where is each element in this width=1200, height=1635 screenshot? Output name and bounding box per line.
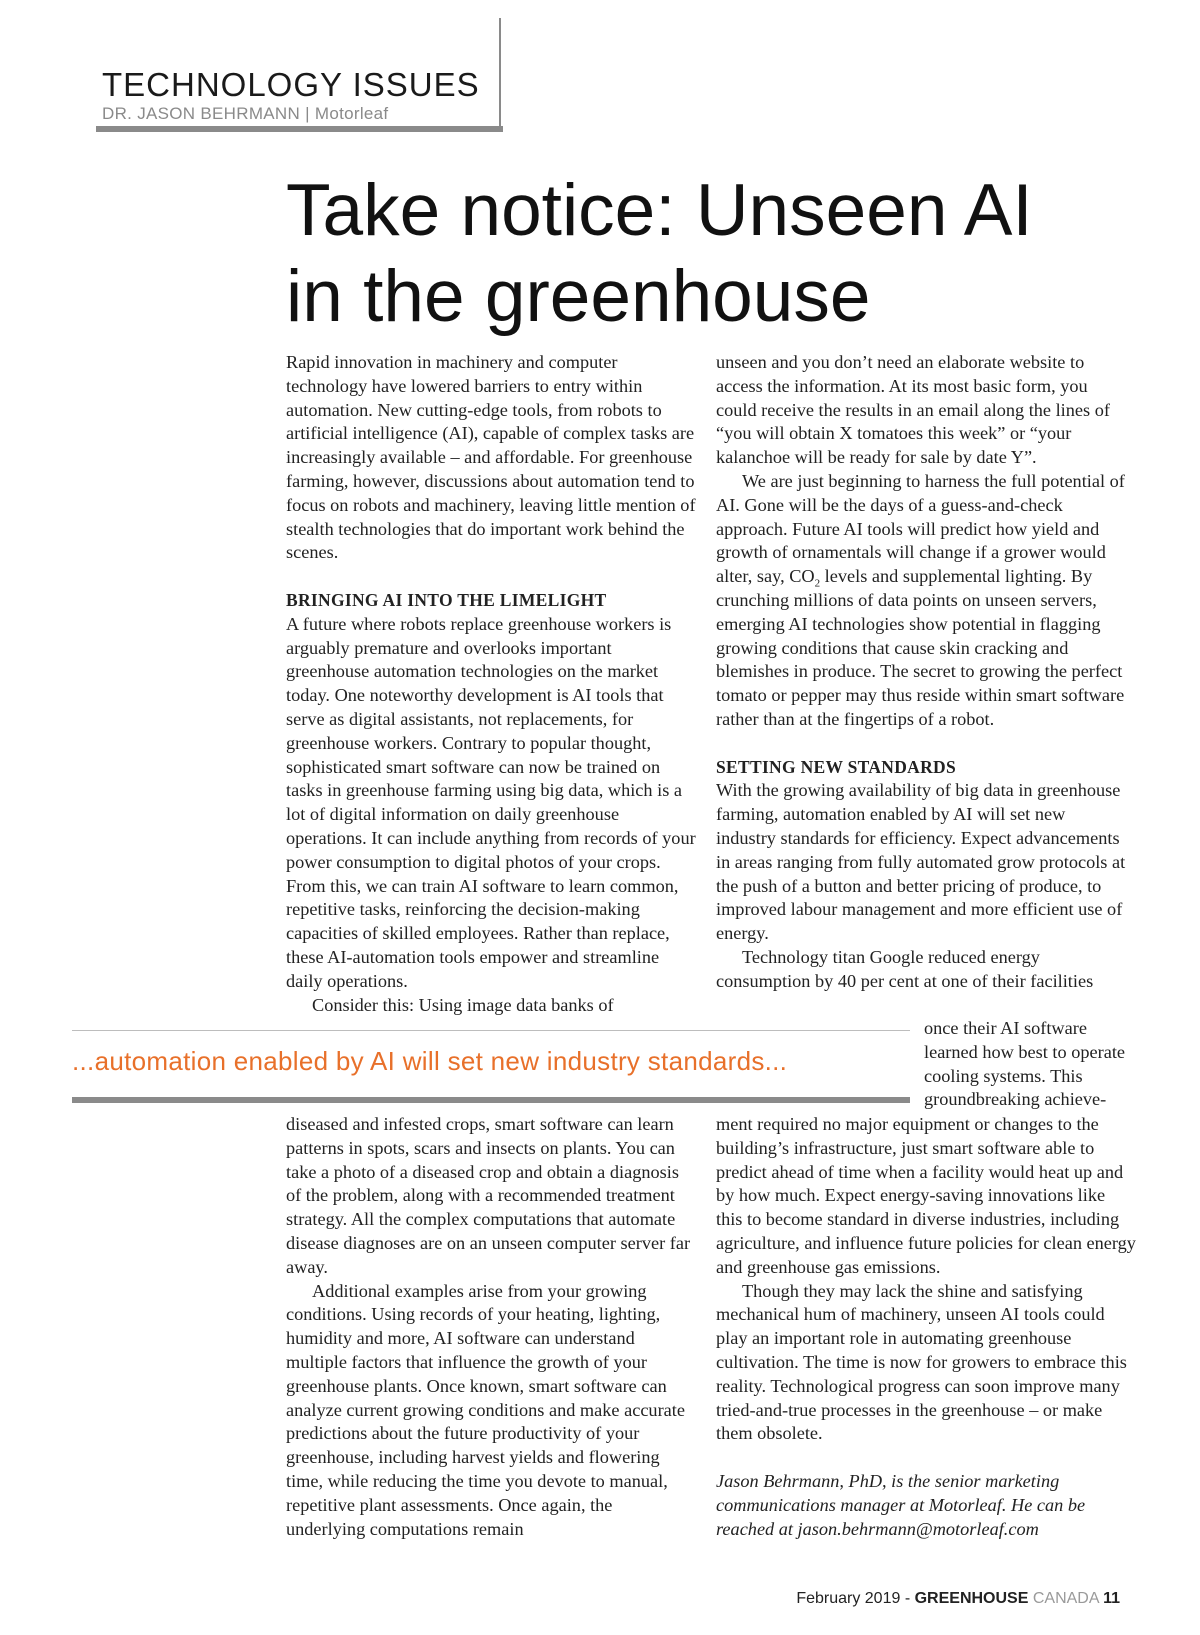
section-title: TECHNOLOGY ISSUES	[102, 66, 480, 103]
headline-line-1: Take notice: Unseen AI	[286, 170, 1033, 251]
section-header	[96, 62, 501, 130]
footer-dash: -	[900, 1590, 915, 1607]
paragraph: Additional examples arise from your growing conditions. Using records of your heating, lighting, humidity and more, AI software can understand multiple factors that influence the growth of your greenhouse plants. Once known, smart software can analyze current growing conditions and make accurate predictions about the future productivity of your greenhouse, including harvest yields and flowering time, while reducing the time you devote to manual, repetitive plant assessments. Once again, the underlying computations remain	[286, 1280, 685, 1539]
paragraph: Rapid innovation in machinery and computer technology have lowered barriers to entry within automation. New cutting-edge tools, from robots to artificial intelligence (AI), capable of complex tasks are increasingly available – and affordable. For greenhouse farming, however, discussions about automation tend to focus on robots and machinery, leaving little mention of stealth technologies that do important work behind the scenes.	[286, 352, 696, 563]
co2-subscript: 2	[814, 577, 821, 590]
paragraph-text: levels and supplemental lighting. By crunching millions of data points on unseen servers, emerging AI technologies show potential in flagging growing conditions that cause skin cracking and blemishes in produce. The secret to growing the perfect tomato or pepper may thus reside within smart software rather than at the fingertips of a robot.	[716, 566, 1125, 729]
right-column-wrap-text	[924, 1017, 1134, 1112]
header-rule	[96, 126, 503, 132]
left-column-top	[286, 351, 696, 1017]
magazine-name-light: CANADA	[1028, 1590, 1104, 1607]
right-column-bottom	[716, 1113, 1136, 1446]
byline-separator: |	[300, 104, 315, 123]
left-column-bottom	[286, 1113, 696, 1541]
subheading-limelight: BRINGING AI INTO THE LIMELIGHT	[286, 589, 607, 610]
paragraph: A future where robots replace greenhouse workers is arguably premature and overlooks important greenhouse automation technologies on the market today. One noteworthy development is AI tools that serve as digital assistants, not replacements, for greenhouse workers. Contrary to popular thought, sophisticated smart software can now be trained on tasks in greenhouse farming using big data, which is a lot of digital information on daily greenhouse operations. It can include anything from records of your power consumption to digital photos of your crops. From this, we can train AI software to learn common, repetitive tasks, reinforcing the decision-making capacities of skilled employees. Rather than replace, these AI-automation tools empower and streamline daily operations.	[286, 613, 696, 991]
paragraph: diseased and infested crops, smart software can learn patterns in spots, scars and insects on plants. You can take a photo of a diseased crop and obtain a diagnosis of the problem, along with a recommended treatment strategy. All the complex computations that automate disease diagnoses are on an unseen computer server far away.	[286, 1114, 691, 1277]
pull-quote: ...automation enabled by AI will set new industry standards...	[72, 1046, 788, 1076]
byline-company: Motorleaf	[314, 104, 389, 123]
paragraph-text: We are just beginning to harness the full potential of AI. Gone will be the days of a guess-and-check approach. Future AI tools will predict how yield and growth of ornamentals will change if a grower would alter, say, CO	[716, 470, 1125, 587]
paragraph: unseen and you don’t need an elaborate website to access the information. At its most basic form, you could receive the results in an email along the lines of “you will obtain X tomatoes this week” or “your kalanchoe will be ready for sale by date Y”.	[716, 352, 1110, 468]
paragraph: ment required no major equipment or changes to the building’s infrastructure, just smart software able to predict ahead of time when a facility would heat up and by how much. Expect energy-saving innovations like this to become standard in diverse industries, including agriculture, and influence future policies for clean energy and greenhouse gas emissions.	[716, 1114, 1136, 1277]
paragraph: Though they may lack the shine and satisfying mechanical hum of machinery, unseen AI tools could play an important role in automating greenhouse cultivation. The time is now for growers to embrace this reality. Technological progress can soon improve many tried-and-true processes in the greenhouse – or make them obsolete.	[716, 1280, 1127, 1444]
magazine-name-strong: GREENHOUSE	[914, 1590, 1029, 1607]
byline-author: DR. JASON BEHRMANN	[102, 104, 301, 123]
paragraph: Consider this: Using image data banks of	[312, 994, 614, 1015]
paragraph	[716, 470, 1126, 732]
headline	[286, 168, 1146, 340]
author-bio: Jason Behrmann, PhD, is the senior marketing communications manager at Motorleaf. He can be reached at jason.behrmann@motorleaf.com	[716, 1471, 1086, 1539]
right-column-top	[716, 351, 1126, 994]
issue-date: February 2019	[796, 1590, 901, 1607]
pull-quote-bottom-rule	[72, 1097, 910, 1103]
headline-line-2: in the greenhouse	[286, 256, 871, 337]
page-footer	[796, 1590, 1120, 1608]
paragraph: once their AI software learned how best to operate cooling systems. This groundbreaking achieve-	[924, 1018, 1126, 1110]
paragraph: Technology titan Google reduced energy consumption by 40 per cent at one of their facilities	[716, 946, 1094, 991]
page-number: 11	[1103, 1590, 1120, 1607]
subheading-standards: SETTING NEW STANDARDS	[716, 756, 957, 777]
paragraph: With the growing availability of big data in greenhouse farming, automation enabled by AI will set new industry standards for efficiency. Expect advancements in areas ranging from fully automated grow protocols at the push of a button and better pricing of produce, to improved labour management and more efficient use of energy.	[716, 780, 1126, 944]
byline	[102, 104, 388, 124]
pull-quote-top-rule	[72, 1030, 910, 1031]
